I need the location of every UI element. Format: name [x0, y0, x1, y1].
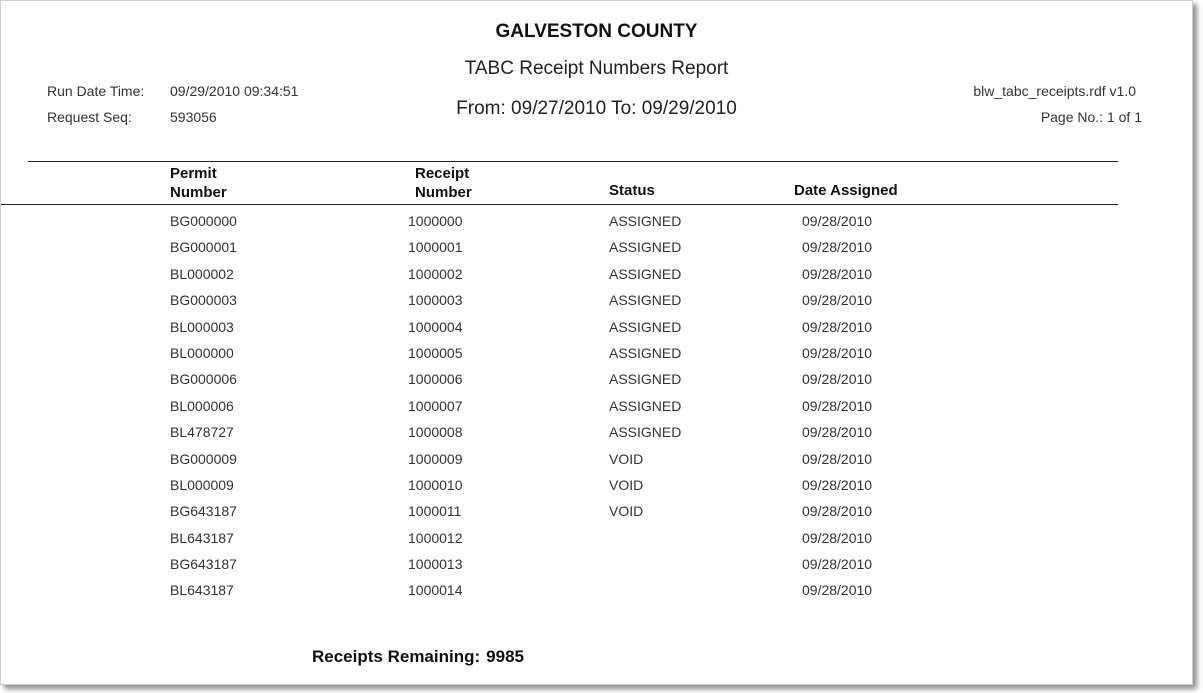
header-top-rule [28, 161, 1118, 162]
column-header-status: Status [609, 182, 655, 199]
date-assigned-cell: 09/28/2010 [802, 529, 873, 546]
status-cell: ASSIGNED [609, 213, 682, 229]
permit-number-cell: BG000009 [170, 450, 237, 467]
date-assigned-cell: 09/28/2010 [802, 371, 873, 388]
permit-number-cell: BL000009 [170, 476, 234, 493]
request-seq-value: 593056 [170, 109, 217, 125]
table-row [1, 582, 1192, 608]
receipt-number-cell: 1000008 [408, 424, 463, 441]
table-row [1, 345, 1192, 371]
receipt-number-cell: 1000011 [408, 503, 462, 520]
date-assigned-cell: 09/28/2010 [802, 265, 873, 282]
report-title: TABC Receipt Numbers Report [464, 58, 729, 79]
permit-number-cell: BG000001 [170, 239, 237, 256]
status-cell: ASSIGNED [609, 318, 682, 335]
date-assigned-cell: 09/28/2010 [802, 582, 873, 599]
table-row [1, 239, 1192, 265]
receipt-number-cell: 1000007 [408, 397, 463, 414]
table-body [1, 213, 1192, 609]
status-cell: ASSIGNED [609, 397, 682, 414]
permit-number-cell: BL000002 [170, 265, 234, 282]
status-cell: VOID [609, 450, 644, 467]
request-seq-label: Request Seq: [47, 109, 132, 125]
status-cell: ASSIGNED [609, 371, 682, 388]
receipt-number-cell: 1000009 [408, 450, 463, 467]
table-row [1, 556, 1192, 582]
receipt-number-cell: 1000002 [408, 265, 463, 282]
status-cell: VOID [609, 476, 644, 493]
column-header-receipt-line1: Receipt [415, 165, 470, 182]
permit-number-cell: BG000006 [170, 371, 237, 388]
date-assigned-cell: 09/28/2010 [802, 239, 873, 256]
permit-number-cell: BG643187 [170, 556, 237, 573]
date-assigned-cell: 09/28/2010 [802, 424, 873, 441]
receipt-number-cell: 1000004 [408, 318, 463, 335]
table-row [1, 424, 1192, 450]
permit-number-cell: BL478727 [170, 424, 234, 441]
date-assigned-cell: 09/28/2010 [802, 344, 873, 361]
run-date-value: 09/29/2010 09:34:51 [170, 83, 299, 99]
date-assigned-cell: 09/28/2010 [802, 556, 873, 573]
table-row [1, 477, 1192, 503]
permit-number-cell: BL000003 [170, 318, 234, 335]
date-assigned-cell: 09/28/2010 [802, 476, 873, 493]
receipts-remaining-value: 9985 [486, 647, 524, 666]
table-row [1, 371, 1192, 397]
table-row [1, 503, 1192, 529]
receipt-number-cell: 1000010 [408, 476, 463, 493]
receipts-remaining-label: Receipts Remaining: [312, 647, 481, 666]
column-header-permit-line1: Permit [170, 165, 217, 182]
date-assigned-cell: 09/28/2010 [802, 292, 873, 309]
receipts-remaining [312, 647, 524, 667]
table-row [1, 319, 1192, 345]
table-row [1, 292, 1192, 318]
receipt-number-cell: 1000014 [408, 582, 463, 599]
date-assigned-cell: 09/28/2010 [802, 450, 873, 467]
date-assigned-cell: 09/28/2010 [802, 397, 873, 414]
date-assigned-cell: 09/28/2010 [802, 318, 873, 335]
header-bottom-rule [1, 204, 1118, 205]
status-cell: ASSIGNED [609, 344, 682, 361]
permit-number-cell: BG000003 [170, 292, 237, 309]
date-assigned-cell: 09/28/2010 [802, 213, 873, 229]
permit-number-cell: BL000000 [170, 344, 234, 361]
receipt-number-cell: 1000005 [408, 344, 463, 361]
permit-number-cell: BL643187 [170, 529, 234, 546]
receipt-number-cell: 1000003 [408, 292, 463, 309]
status-cell: VOID [609, 503, 644, 520]
column-header-date-assigned: Date Assigned [794, 182, 898, 199]
report-id: blw_tabc_receipts.rdf v1.0 [973, 83, 1136, 99]
receipt-number-cell: 1000013 [408, 556, 463, 573]
date-assigned-cell: 09/28/2010 [802, 503, 873, 520]
receipt-number-cell: 1000000 [408, 213, 463, 229]
date-range: From: 09/27/2010 To: 09/29/2010 [456, 98, 737, 119]
receipt-number-cell: 1000012 [408, 529, 463, 546]
table-row [1, 398, 1192, 424]
status-cell: ASSIGNED [609, 292, 682, 309]
receipt-number-cell: 1000001 [408, 239, 463, 256]
column-header-permit [170, 164, 227, 202]
page-number: Page No.: 1 of 1 [1040, 109, 1142, 125]
table-row [1, 266, 1192, 292]
permit-number-cell: BL643187 [170, 582, 234, 599]
permit-number-cell: BG000000 [170, 213, 237, 229]
receipt-number-cell: 1000006 [408, 371, 463, 388]
permit-number-cell: BL000006 [170, 397, 234, 414]
table-row [1, 451, 1192, 477]
table-row [1, 530, 1192, 556]
status-cell: ASSIGNED [609, 265, 682, 282]
column-header-permit-line2: Number [170, 184, 227, 201]
column-header-receipt [415, 164, 472, 202]
status-cell: ASSIGNED [609, 424, 682, 441]
permit-number-cell: BG643187 [170, 503, 237, 520]
status-cell: ASSIGNED [609, 239, 682, 256]
run-date-label: Run Date Time: [47, 83, 145, 99]
table-row [1, 213, 1192, 239]
county-name: GALVESTON COUNTY [495, 21, 698, 42]
column-header-receipt-line2: Number [415, 184, 472, 201]
